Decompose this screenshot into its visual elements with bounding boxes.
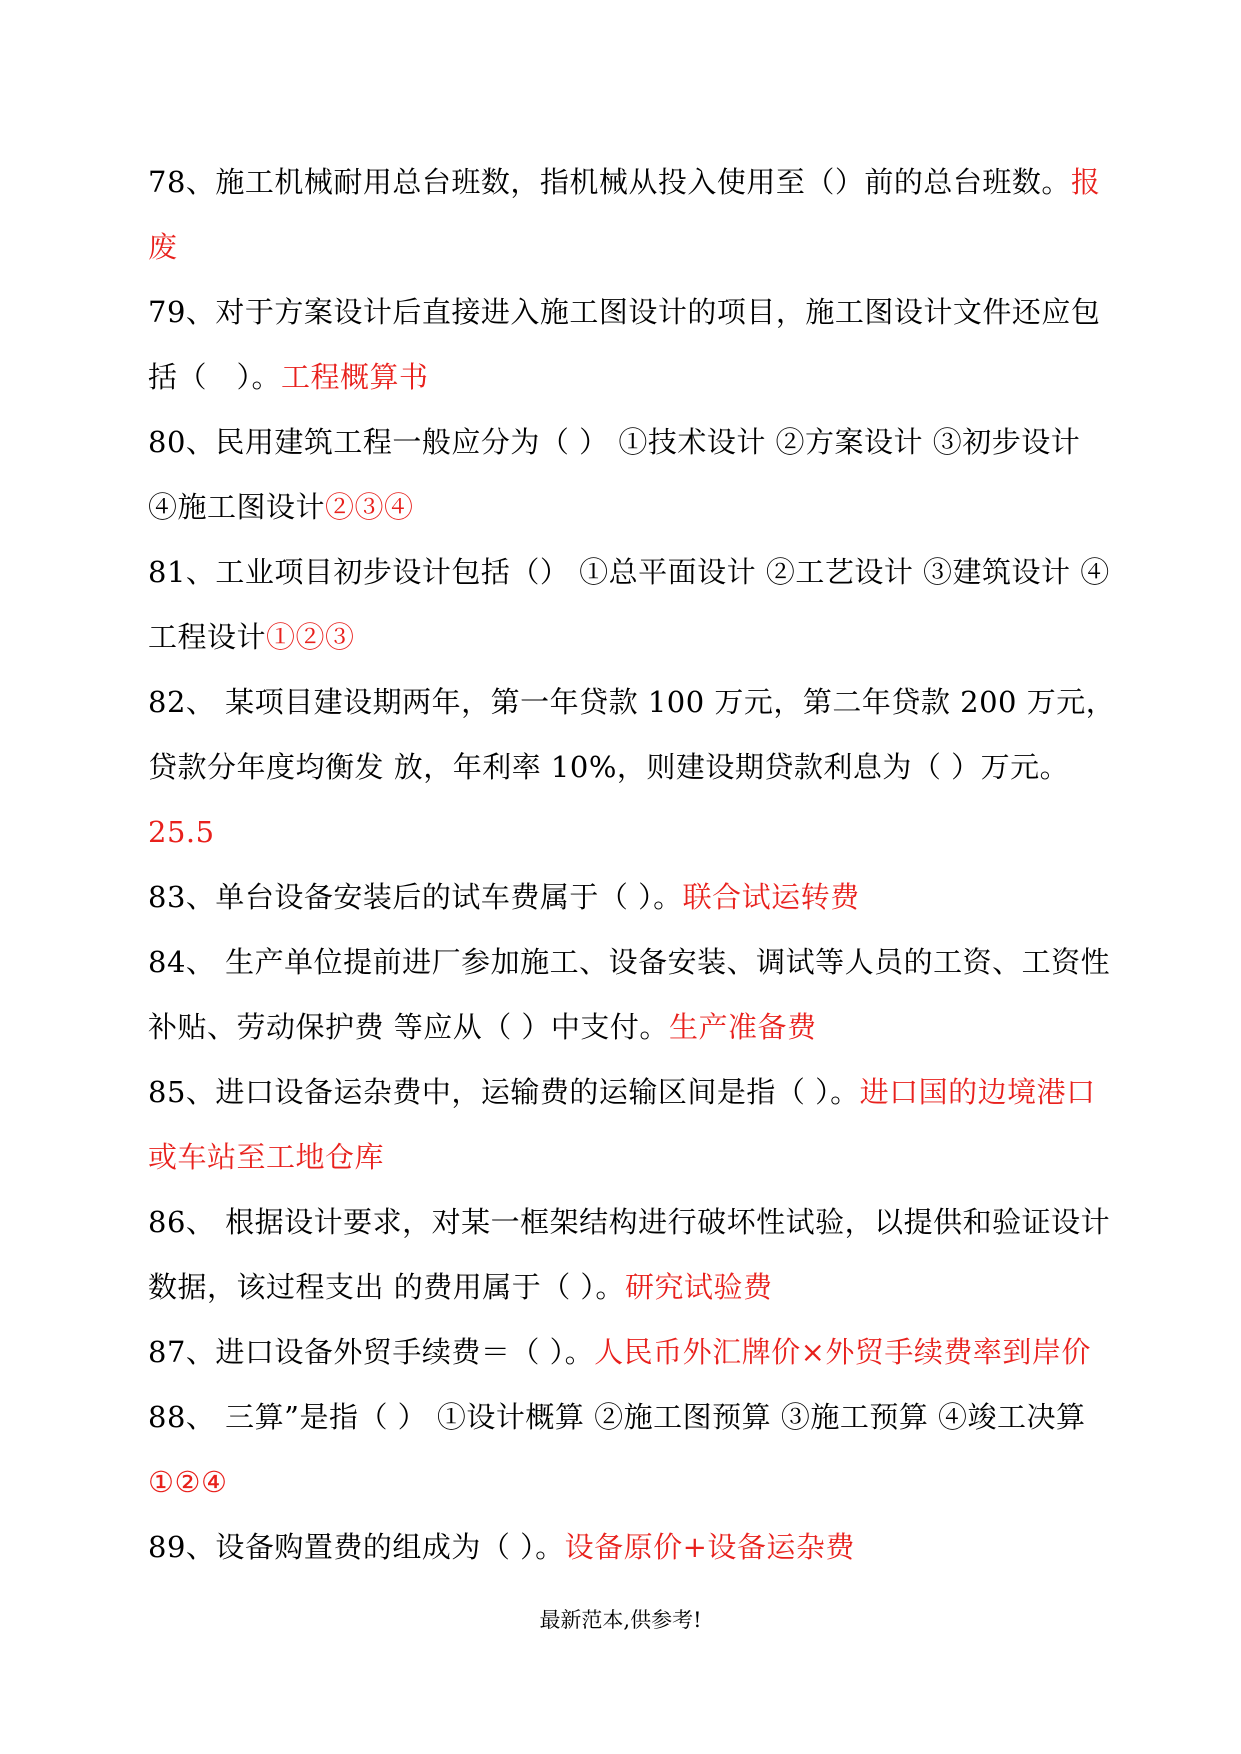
answer-text: 生产准备费 bbox=[668, 1010, 817, 1044]
answer-text: ①②④ bbox=[148, 1465, 228, 1499]
question-text: 86、 根据设计要求，对某一框架结构进行破坏性试验，以提供和验证设计数据，该过程支出 的费用属于（ ）。 bbox=[148, 1205, 1111, 1304]
question-text: 84、 生产单位提前进厂参加施工、设备安装、调试等人员的工资、工资性补贴、劳动保护费 等应从（ ）中支付。 bbox=[148, 945, 1111, 1044]
question-text: 80、民用建筑工程一般应分为（ ） ①技术设计 ②方案设计 ③初步设计 ④施工图设计 bbox=[148, 425, 1081, 524]
page-footer: 最新范本,供参考! bbox=[539, 1608, 702, 1632]
question-text: 82、 某项目建设期两年，第一年贷款 100 万元，第二年贷款 200 万元，贷款分年度均衡发 放，年利率 10%，则建设期贷款利息为（ ）万元。 bbox=[148, 685, 1116, 784]
question-text: 89、设备购置费的组成为（ ）。 bbox=[148, 1530, 565, 1564]
question-text: 83、单台设备安装后的试车费属于（ ）。 bbox=[148, 880, 683, 914]
question-item bbox=[148, 670, 1118, 865]
question-item bbox=[148, 865, 1118, 930]
question-text: 85、进口设备运杂费中，运输费的运输区间是指（ ）。 bbox=[148, 1075, 860, 1109]
question-item bbox=[148, 540, 1118, 670]
answer-text: 工程概算书 bbox=[281, 360, 429, 394]
question-item bbox=[148, 1385, 1118, 1515]
question-text: 81、工业项目初步设计包括（） ①总平面设计 ②工艺设计 ③建筑设计 ④工程设计 bbox=[148, 555, 1110, 654]
answer-text: ②③④ bbox=[325, 490, 414, 524]
question-item bbox=[148, 1515, 1118, 1580]
answer-text: 25.5 bbox=[148, 815, 215, 849]
question-list bbox=[148, 150, 1118, 1580]
question-item bbox=[148, 280, 1118, 410]
question-text: 78、施工机械耐用总台班数，指机械从投入使用至（）前的总台班数。 bbox=[148, 165, 1071, 199]
answer-text: 进口国的边境港口或车站至工地仓库 bbox=[148, 1075, 1096, 1174]
question-text: 87、进口设备外贸手续费＝（ ）。 bbox=[148, 1335, 595, 1369]
question-item bbox=[148, 1060, 1118, 1190]
answer-text: 研究试验费 bbox=[624, 1270, 773, 1304]
answer-text: 设备原价+设备运杂费 bbox=[564, 1530, 855, 1564]
question-item bbox=[148, 150, 1118, 280]
question-item bbox=[148, 410, 1118, 540]
answer-text: 报废 bbox=[148, 165, 1101, 264]
question-text: 88、 三算”是指（ ） ①设计概算 ②施工图预算 ③施工预算 ④竣工决算 bbox=[148, 1400, 1086, 1434]
question-item bbox=[148, 930, 1118, 1060]
answer-text: 联合试运转费 bbox=[682, 880, 860, 914]
answer-text: 人民币外汇牌价×外贸手续费率到岸价 bbox=[594, 1335, 1091, 1369]
answer-text: ①②③ bbox=[266, 620, 355, 654]
question-text: 79、对于方案设计后直接进入施工图设计的项目，施工图设计文件还应包括（ ）。 bbox=[148, 295, 1101, 394]
question-item bbox=[148, 1190, 1118, 1320]
question-item bbox=[148, 1320, 1118, 1385]
